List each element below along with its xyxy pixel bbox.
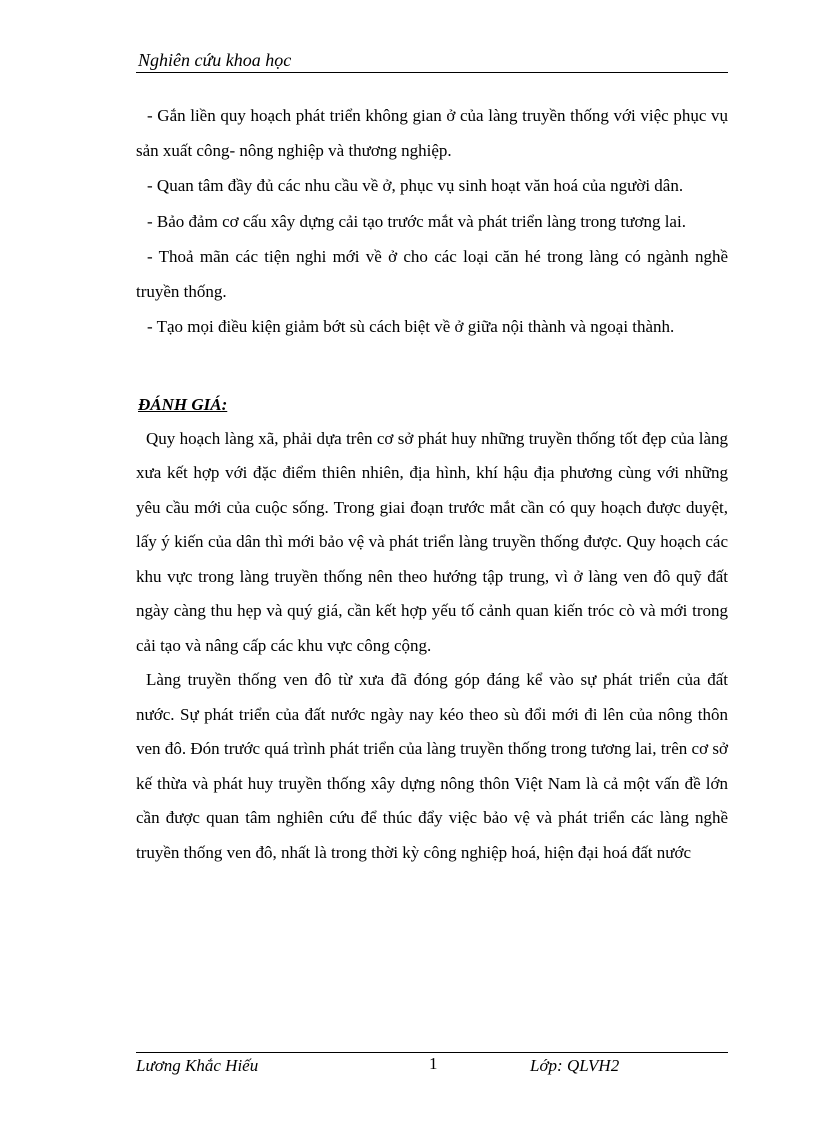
page-header-title: Nghiên cứu khoa học [138,50,292,70]
section-heading: ĐÁNH GIÁ: [138,394,228,414]
page-footer [136,1055,728,1079]
header-divider [136,72,728,73]
footer-author: Lương Khắc Hiếu [136,1056,259,1075]
conclusion-paragraph: Làng truyền thống ven đô từ xưa đã đóng góp đáng kể vào sự phát triển của đất nước. Sự phát triển của đất nước ngày nay kéo theo sù đổi mới đi lên của nông thôn ven đô. Đón trước quá trình phát triển của làng truyền thống trong tương lai, trên cơ sở kế thừa và phát huy truyền thống xây dựng nông thôn Việt Nam là cả một vấn đề lớn cần được quan tâm nghiên cứu để thúc đẩy việc bảo vệ và phát triển các làng nghề truyền thống ven đô, nhất là trong thời kỳ công nghiệp hoá, hiện đại hoá đất nước [136,670,728,862]
bullet-item: - Thoả mãn các tiện nghi mới về ở cho các loại căn hé trong làng có ngành nghề truyền thống. [136,247,728,301]
footer-class-label: Lớp: QLVH2 [530,1056,620,1075]
footer-page-number: 1 [429,1054,438,1073]
bullet-item: - Tạo mọi điều kiện giảm bớt sù cách biệt về ở giữa nội thành và ngoại thành. [147,317,675,336]
bullet-item: - Bảo đảm cơ cấu xây dựng cải tạo trước mắt và phát triển làng trong tương lai. [147,211,686,231]
bullet-item: - Quan tâm đầy đủ các nhu cầu về ở, phục vụ sinh hoạt văn hoá của người dân. [147,176,684,195]
bullet-item: - Gắn liền quy hoạch phát triển không gian ở của làng truyền thống với việc phục vụ sản xuất công- nông nghiệp và thương nghiệp. [136,106,728,160]
document-body [136,99,728,870]
evaluation-paragraph: Quy hoạch làng xã, phải dựa trên cơ sở phát huy những truyền thống tốt đẹp của làng xưa kết hợp với đặc điểm thiên nhiên, địa hình, khí hậu địa phương cùng với những yêu cầu mới của cuộc sống. Trong giai đoạn trước mắt cần có quy hoạch được duyệt, lấy ý kiến của dân thì mới bảo vệ và phát triển làng truyền thống được. Quy hoạch các khu vực trong làng truyền thống nên theo hướng tập trung, vì ở làng ven đô quỹ đất ngày càng thu hẹp và quý giá, cần kết hợp yếu tố cảnh quan kiến tróc cò và mới trong cải tạo và nâng cấp các khu vực công cộng. [136,428,728,655]
